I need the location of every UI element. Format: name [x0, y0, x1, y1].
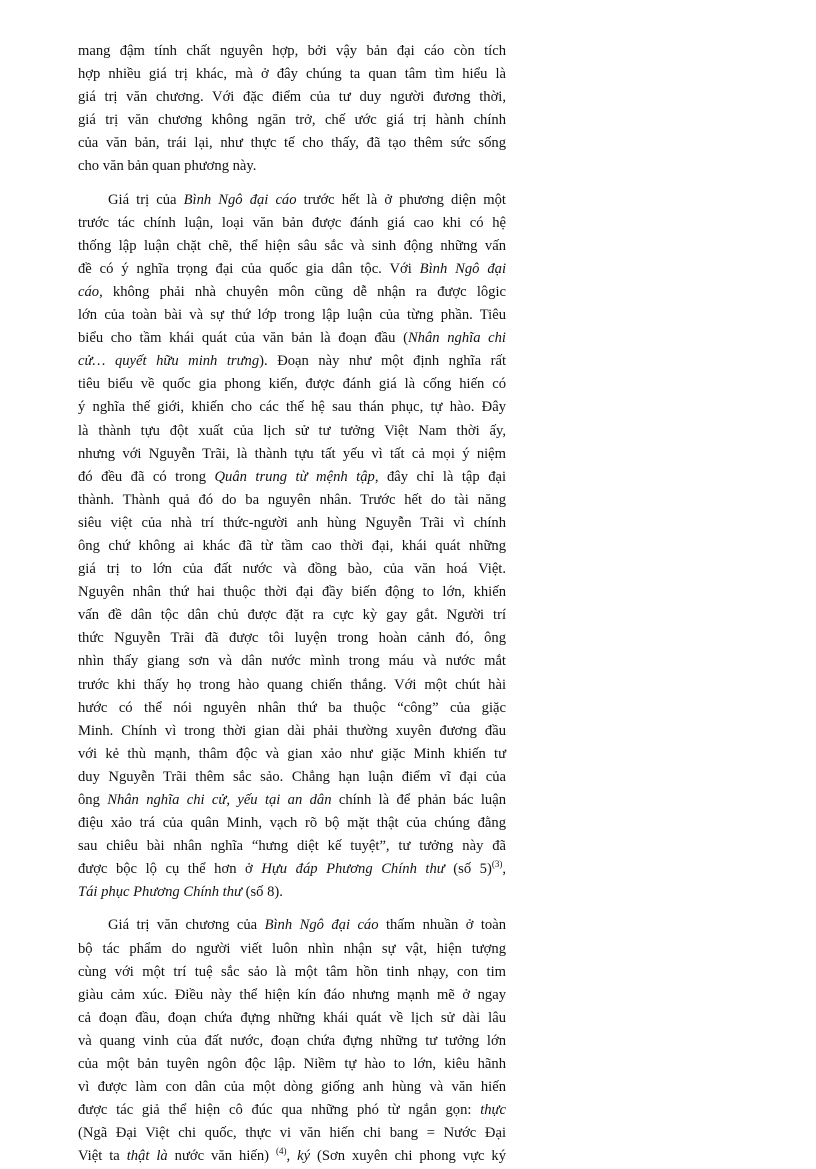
- text-line: [78, 235, 506, 258]
- text-line: [78, 743, 506, 766]
- text-run: nhìn thấy giang sơn và dân nước mình trong máu và nước mắt: [78, 653, 506, 670]
- italic-run: Bình Ngô đại: [419, 260, 506, 277]
- paragraph-2: [78, 189, 506, 905]
- text-run: cả đoạn đầu, đoạn chứa đựng những khái quát về lịch sử dài lâu: [78, 1009, 506, 1026]
- text-run: của văn bản, trái lại, như thực tế cho thấy, đã tạo thêm sức sống: [78, 135, 506, 152]
- text-line: [78, 443, 506, 466]
- text-run: thống lập luận chặt chẽ, thể hiện sâu sắc và sinh động những vấn: [78, 237, 506, 254]
- text-run: duy Nguyễn Trãi thêm sắc sảo. Chẳng hạn luận điểm vĩ đại của: [78, 768, 506, 785]
- text-line: [78, 914, 506, 937]
- text-run: trước hết là ở phương diện một: [296, 191, 506, 208]
- text-line: [78, 189, 506, 212]
- text-run: Giá trị văn chương của: [108, 917, 265, 934]
- text-run: biểu cho tầm khái quát của văn bản là đoạn đầu (: [78, 330, 408, 347]
- text-run: nước văn hiến): [167, 1148, 276, 1165]
- text-line: [78, 604, 506, 627]
- text-run: mang đậm tính chất nguyên hợp, bởi vậy bản đại cáo còn tích: [78, 43, 506, 59]
- text-line: [78, 858, 506, 881]
- italic-run: cử… quyết hữu minh trưng: [78, 353, 260, 370]
- text-run: (Ngã Đại Việt chi quốc, thực vi văn hiến chi bang = Nước Đại: [78, 1125, 506, 1142]
- text-line: [78, 961, 506, 984]
- text-line: [78, 132, 506, 155]
- text-run: cùng với một trí tuệ sắc sảo là một tâm hồn tinh nhạy, con tim: [78, 963, 506, 980]
- text-run: đề có ý nghĩa trọng đại của quốc gia dân tộc. Với: [78, 260, 420, 277]
- text-run: ,: [502, 861, 506, 878]
- text-line: [78, 697, 506, 720]
- text-run: ý nghĩa thế giới, khiến cho các thế hệ sau thán phục, tự hào. Đây: [78, 399, 506, 416]
- text-line: [78, 1053, 506, 1076]
- text-line: [78, 1007, 506, 1030]
- paragraph-3: [78, 914, 506, 1168]
- text-run: ông chứ không ai khác đã từ tầm cao thời đại, khái quát những: [78, 537, 506, 554]
- text-line: [78, 304, 506, 327]
- paragraph-gap: [78, 179, 506, 189]
- text-run: vì được làm con dân của một dòng giống anh hùng và văn hiến: [78, 1079, 506, 1096]
- footnote-ref: (4): [275, 1146, 287, 1157]
- text-line: [78, 512, 506, 535]
- text-run: bộ tác phẩm do người viết luôn nhìn nhận sự vật, hiện tượng: [78, 940, 506, 957]
- text-line: [78, 650, 506, 673]
- text-line: [78, 1145, 506, 1168]
- text-run: Minh. Chính vì trong thời gian dài phải thường xuyên đương đầu: [78, 722, 506, 739]
- text-run: giá trị to lớn của đất nước và đồng bào, của văn hoá Việt.: [78, 561, 506, 578]
- text-run: giàu cảm xúc. Điều này thể hiện kín đáo nhưng mạnh mẽ ở ngay: [78, 986, 506, 1003]
- text-run: trước khi thấy họ trong hào quang chiến thắng. Với một chút hài: [78, 676, 506, 693]
- text-line: [78, 258, 506, 281]
- text-run: vấn đề dân tộc dân chủ được đặt ra cực kỳ gay gắt. Người trí: [78, 607, 506, 624]
- text-run: hợp nhiều giá trị khác, mà ở đây chúng ta quan tâm tìm hiểu là: [78, 66, 506, 83]
- text-run: tiêu biểu về quốc gia phong kiến, được đánh giá là cống hiến có: [78, 376, 506, 393]
- text-line: [78, 1030, 506, 1053]
- footnote-ref: (3): [491, 859, 503, 870]
- text-line: [78, 674, 506, 697]
- text-line: [78, 627, 506, 650]
- text-run: ). Đoạn này như một định nghĩa rất: [259, 353, 506, 370]
- text-line: [78, 938, 506, 961]
- document-page: [78, 40, 506, 1169]
- text-line: [78, 812, 506, 835]
- italic-run: Hựu đáp Phương Chính thư: [261, 861, 445, 878]
- text-line: [78, 881, 506, 904]
- text-run: (số 5): [444, 861, 492, 878]
- text-line: [78, 720, 506, 743]
- text-run: (số 8).: [241, 884, 283, 901]
- italic-run: Tái phục Phương Chính thư: [78, 884, 242, 901]
- text-line: [78, 373, 506, 396]
- text-line: [78, 350, 506, 373]
- text-line: [78, 984, 506, 1007]
- text-line: [78, 212, 506, 235]
- text-run: là thành tựu đột xuất của lịch sử tư tưởng Việt Nam thời ấy,: [78, 422, 506, 439]
- text-line: [78, 489, 506, 512]
- text-line: [78, 63, 506, 86]
- text-run: và quang vinh của đất nước, đoạn chứa đựng những tư tưởng lớn: [78, 1032, 506, 1049]
- paragraph-gap: [78, 904, 506, 914]
- italic-run: Quân trung từ mệnh tập: [214, 468, 375, 485]
- text-line: [78, 40, 506, 63]
- text-line: [78, 466, 506, 489]
- text-run: Giá trị của: [108, 191, 184, 208]
- text-line: [78, 535, 506, 558]
- text-run: nhưng với Nguyễn Trãi, là thành tựu tất yếu vì tất cả mọi ý niệm: [78, 445, 506, 462]
- italic-run: thực: [480, 1102, 506, 1119]
- text-run: chính là để phản bác luận: [331, 792, 506, 808]
- italic-run: Bình Ngô đại cáo: [264, 917, 379, 934]
- text-line: [78, 1122, 506, 1145]
- text-run: thành. Thành quả đó do ba nguyên nhân. Trước hết do tài năng: [78, 491, 506, 508]
- text-run: được tác giả thể hiện cô đúc qua những phó từ ngắn gọn:: [78, 1102, 481, 1119]
- text-run: Nguyên nhân thứ hai thuộc thời đại đầy biến động to lớn, khiến: [78, 584, 506, 601]
- text-run: của một bản tuyên ngôn độc lập. Niềm tự hào to lớn, kiêu hãnh: [78, 1056, 506, 1073]
- text-run: đó đều đã có trong: [78, 468, 215, 485]
- text-line: [78, 1099, 506, 1122]
- text-line: [78, 109, 506, 132]
- text-line: [78, 789, 506, 812]
- text-run: siêu việt của nhà trí thức-người anh hùng Nguyễn Trãi vì chính: [78, 514, 506, 531]
- text-run: với kẻ thù mạnh, thâm độc và gian xảo như giặc Minh khiến tư: [78, 745, 506, 762]
- text-line: [78, 281, 506, 304]
- text-line: [78, 86, 506, 109]
- text-run: cho văn bản quan phương này.: [78, 158, 257, 175]
- text-line: [78, 581, 506, 604]
- text-run: ,: [286, 1148, 298, 1165]
- text-line: [78, 327, 506, 350]
- text-run: , không phải nhà chuyên môn cũng dễ nhận ra được lôgic: [99, 283, 506, 300]
- text-run: lớn của toàn bài và sự thứ lớp trong lập luận của từng phần. Tiêu: [78, 307, 506, 324]
- italic-run: cáo: [78, 283, 100, 300]
- text-line: [78, 155, 506, 178]
- text-run: thấm nhuần ở toàn: [378, 917, 506, 934]
- text-run: trước tác chính luận, loại văn bản được đánh giá cao khi có hệ: [78, 214, 506, 231]
- italic-run: ký: [297, 1148, 311, 1165]
- italic-run: Nhân nghĩa chi: [407, 330, 506, 347]
- text-run: (Sơn xuyên chi phong vực ký: [310, 1148, 507, 1165]
- text-run: giá trị văn chương không ngăn trở, chế ước giá trị hành chính: [78, 112, 506, 129]
- text-line: [78, 766, 506, 789]
- text-run: Việt ta: [78, 1148, 127, 1165]
- text-run: sau chiêu bài nhân nghĩa “hưng diệt kế tuyệt”, tư tưởng này đã: [78, 838, 506, 855]
- italic-run: thật là: [126, 1148, 168, 1165]
- italic-run: Nhân nghĩa chi cử, yếu tại an dân: [107, 792, 332, 808]
- text-run: hước có thể nói nguyên nhân thứ ba thuộc “công” của giặc: [78, 699, 506, 716]
- text-line: [78, 420, 506, 443]
- text-run: , đây chỉ là tập đại: [374, 468, 507, 485]
- text-line: [78, 558, 506, 581]
- paragraph-1: [78, 40, 506, 179]
- text-line: [78, 396, 506, 419]
- text-line: [78, 1076, 506, 1099]
- text-line: [78, 835, 506, 858]
- text-run: ông: [78, 792, 108, 808]
- text-run: giá trị văn chương. Với đặc điểm của tư duy người đương thời,: [78, 89, 506, 106]
- text-run: thức Nguyễn Trãi đã được tôi luyện trong hoàn cảnh đó, ông: [78, 630, 506, 647]
- text-run: điệu xảo trá của quân Minh, vạch rõ bộ mặt thật của chúng đằng: [78, 815, 506, 832]
- text-run: được bộc lộ cụ thể hơn ở: [78, 861, 262, 878]
- italic-run: Bình Ngô đại cáo: [183, 191, 297, 208]
